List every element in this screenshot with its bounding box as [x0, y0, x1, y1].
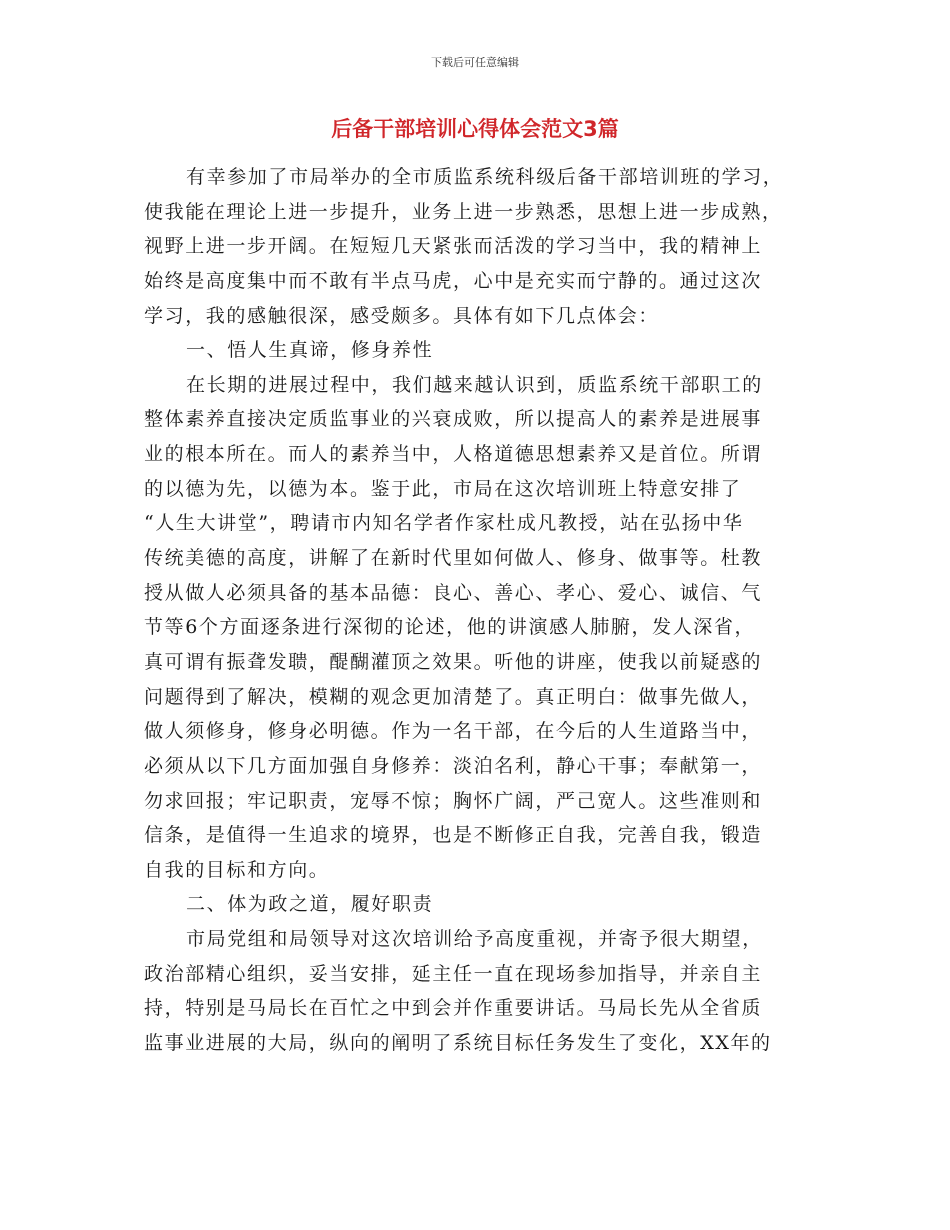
header-note: 下载后可任意编辑 — [431, 56, 519, 69]
text-line: 真可谓有振聋发聩，醍醐灌顶之效果。听他的讲座，使我以前疑惑的 — [144, 650, 763, 673]
text-line: 勿求回报；牢记职责，宠辱不惊；胸怀广阔，严己宽人。这些准则和 — [144, 789, 763, 812]
text-line: 问题得到了解决，模糊的观念更加清楚了。真正明白：做事先做人， — [144, 685, 763, 708]
text-line: 始终是高度集中而不敢有半点马虎，心中是充实而宁静的。通过这次 — [144, 269, 763, 292]
text-line: 信条，是值得一生追求的境界，也是不断修正自我，完善自我，锻造 — [144, 824, 763, 847]
text-line: 二、体为政之道，履好职责 — [186, 893, 434, 916]
text-line: 学习，我的感触很深，感受颇多。具体有如下几点体会： — [144, 304, 660, 327]
page-title: 后备干部培训心得体会范文3篇 — [331, 117, 619, 141]
text-line: 节等6个方面逐条进行深彻的论述，他的讲演感人肺腑，发人深省， — [144, 616, 756, 639]
text-line: 授从做人必须具备的基本品德：良心、善心、孝心、爱心、诚信、气 — [144, 581, 763, 604]
text-line: 的以德为先，以德为本。鉴于此，市局在这次培训班上特意安排了 — [144, 477, 742, 500]
text-line: 监事业进展的大局，纵向的阐明了系统目标任务发生了变化，XX年的 — [144, 1032, 772, 1055]
text-line: 传统美德的高度，讲解了在新时代里如何做人、修身、做事等。杜教 — [144, 547, 763, 570]
text-line: 必须从以下几方面加强自身修养：淡泊名利，静心干事；奉献第一， — [144, 754, 763, 777]
text-line: 持，特别是马局长在百忙之中到会并作重要讲话。马局长先从全省质 — [144, 997, 763, 1020]
text-line: 业的根本所在。而人的素养当中，人格道德思想素养又是首位。所谓 — [144, 443, 763, 466]
document-body — [144, 160, 814, 1061]
text-line: “人生大讲堂”，聘请市内知名学者作家杜成凡教授，站在弘扬中华 — [144, 512, 744, 535]
text-line: 使我能在理论上进一步提升，业务上进一步熟悉，思想上进一步成熟， — [144, 200, 783, 223]
text-line: 整体素养直接决定质监事业的兴衰成败，所以提高人的素养是进展事 — [144, 408, 763, 431]
text-line: 政治部精心组织，妥当安排，延主任一直在现场参加指导，并亲自主 — [144, 962, 763, 985]
text-line: 自我的目标和方向。 — [144, 858, 330, 881]
text-line: 有幸参加了市局举办的全市质监系统科级后备干部培训班的学习， — [186, 166, 784, 188]
text-line: 在长期的进展过程中，我们越来越认识到，质监系统干部职工的 — [186, 373, 763, 396]
text-line: 做人须修身，修身必明德。作为一名干部，在今后的人生道路当中， — [144, 720, 763, 743]
text-line: 视野上进一步开阔。在短短几天紧张而活泼的学习当中，我的精神上 — [144, 235, 763, 258]
text-line: 一、悟人生真谛，修身养性 — [186, 339, 434, 362]
text-line: 市局党组和局领导对这次培训给予高度重视，并寄予很大期望， — [186, 928, 763, 951]
